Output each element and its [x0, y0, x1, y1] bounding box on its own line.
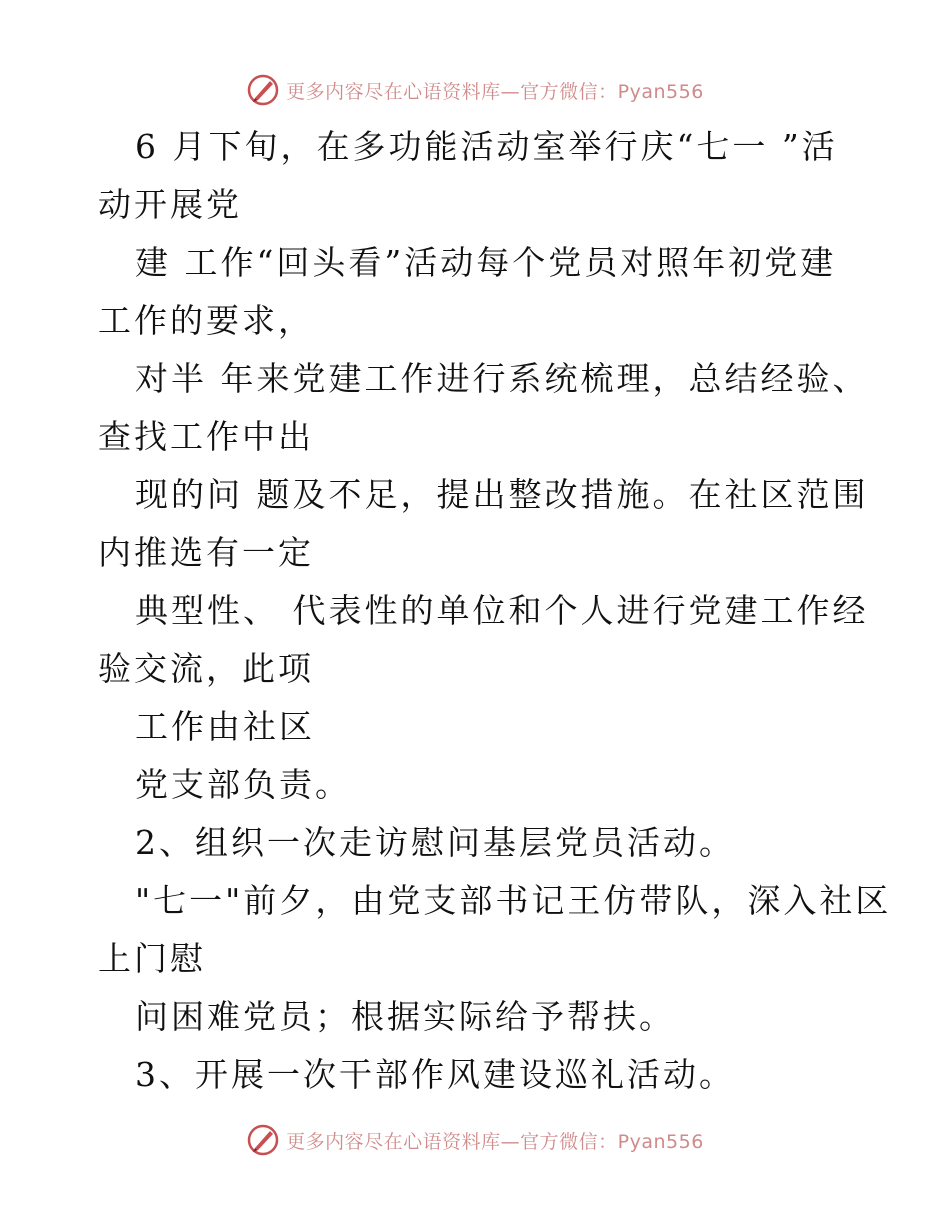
paragraph-first-line: 6 月下旬，在多功能活动室举行庆“七一 ”活 — [135, 127, 838, 166]
paragraph-first-line: 典型性、 代表性的单位和个人进行党建工作经 — [135, 591, 869, 630]
header-watermark — [0, 70, 950, 110]
paragraph-continuation-line: 上门慰 — [98, 939, 206, 978]
watermark-text: 更多内容尽在心语资料库—官方微信：Pyan556 — [286, 80, 704, 103]
watermark-text: 更多内容尽在心语资料库—官方微信：Pyan556 — [286, 1130, 704, 1153]
paragraph — [0, 582, 950, 698]
paragraph-first-line: 建 工作“回头看”活动每个党员对照年初党建 — [135, 243, 837, 282]
paragraph-first-line: 2、组织一次走访慰问基层党员活动。 — [135, 823, 735, 862]
paragraph-first-line: 党支部负责。 — [135, 765, 351, 804]
paragraph — [0, 1046, 950, 1104]
paragraph-continuation-line: 查找工作中出 — [98, 417, 314, 456]
paragraph — [0, 872, 950, 988]
paragraph — [0, 234, 950, 350]
paragraph-continuation-line: 工作的要求， — [98, 301, 314, 340]
paragraph — [0, 988, 950, 1046]
paragraph-first-line: 3、开展一次干部作风建设巡礼活动。 — [135, 1055, 735, 1094]
paragraph — [0, 118, 950, 234]
quill-pen-logo-icon — [246, 73, 280, 107]
paragraph-first-line: 问困难党员；根据实际给予帮扶。 — [135, 997, 675, 1036]
paragraph — [0, 350, 950, 466]
paragraph — [0, 814, 950, 872]
paragraph-continuation-line: 验交流，此项 — [98, 649, 314, 688]
quill-pen-logo-icon — [246, 1123, 280, 1157]
paragraph-first-line: 对半 年来党建工作进行系统梳理，总结经验、 — [135, 359, 869, 398]
document-body — [0, 118, 950, 1104]
paragraph-continuation-line: 内推选有一定 — [98, 533, 314, 572]
paragraph-first-line: 工作由社区 — [135, 707, 315, 746]
footer-watermark — [0, 1120, 950, 1160]
paragraph-continuation-line: 动开展党 — [98, 185, 242, 224]
paragraph-first-line: "七一"前夕，由党支部书记王仿带队，深入社区 — [135, 881, 892, 920]
paragraph-first-line: 现的问 题及不足，提出整改措施。在社区范围 — [135, 475, 869, 514]
paragraph — [0, 698, 950, 756]
paragraph — [0, 466, 950, 582]
paragraph — [0, 756, 950, 814]
